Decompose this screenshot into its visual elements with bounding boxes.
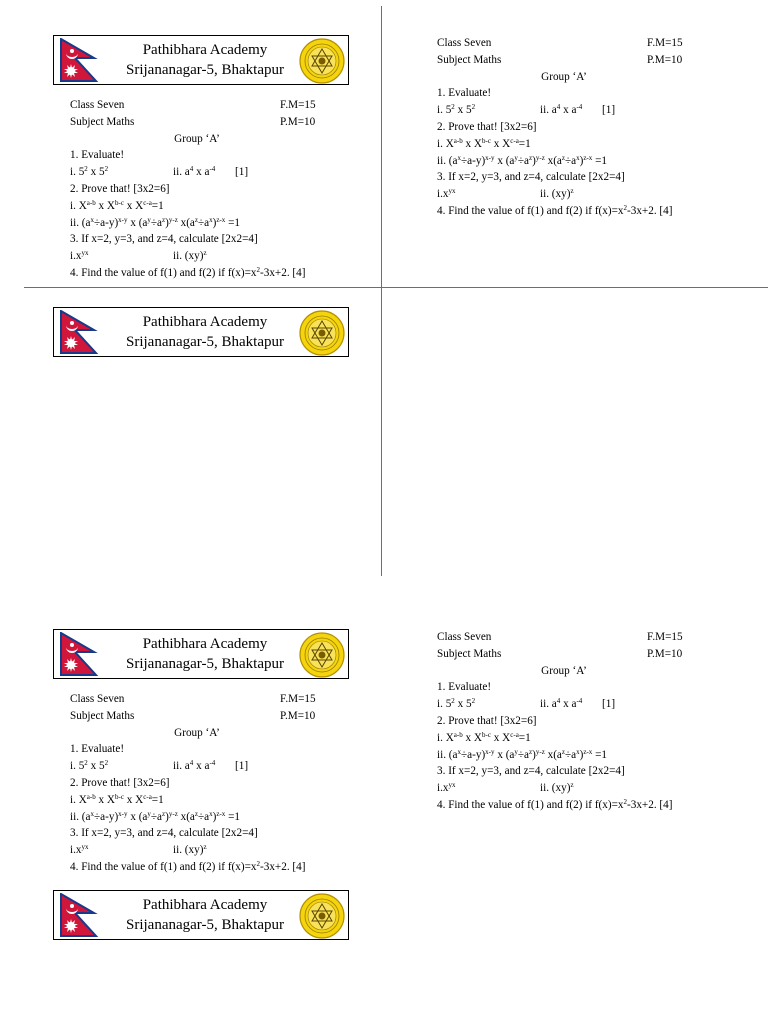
academy-seal-icon <box>299 893 345 939</box>
question-block <box>437 629 737 814</box>
academy-seal-icon <box>299 38 345 84</box>
subject-row <box>70 114 370 131</box>
class-label: Class Seven <box>437 631 492 643</box>
school-name: Pathibhara Academy <box>142 314 268 330</box>
question-4: 4. Find the value of f(1) and f(2) if $f(x)=x^2-3x+2$. [4] <box>70 265 306 279</box>
q1-part-i: i. $5^2$ x $5^2$ <box>437 103 476 117</box>
subject-label: Subject Maths <box>70 709 135 722</box>
subject-label: Subject Maths <box>437 53 502 66</box>
academy-seal-icon <box>299 632 345 678</box>
q3-part-ii: ii. (xy)$^z$ <box>540 781 574 795</box>
group-heading <box>70 725 370 742</box>
full-marks: F.M=15 <box>647 631 683 643</box>
school-address: Srijananagar-5, Bhaktapur <box>126 334 284 350</box>
question-1-parts <box>70 164 370 181</box>
class-label: Class Seven <box>437 37 492 49</box>
pass-marks: P.M=10 <box>280 709 316 722</box>
question-4: 4. Find the value of f(1) and f(2) if $f(x)=x^2-3x+2$. [4] <box>437 797 673 811</box>
group-heading <box>437 69 737 86</box>
question-2: 2. Prove that! [3x2=6] <box>70 182 170 195</box>
question-1: 1. Evaluate! <box>70 149 125 162</box>
nepal-flag-icon <box>60 38 104 82</box>
question-3: 3. If x=2, y=3, and z=4, calculate [2x2=4] <box>437 171 625 184</box>
nepal-flag-icon <box>60 310 104 354</box>
q1-marks: [1] <box>602 698 616 711</box>
q1-marks: [1] <box>235 166 249 179</box>
question-3: 3. If x=2, y=3, and z=4, calculate [2x2=4] <box>437 765 625 778</box>
question-4: 4. Find the value of f(1) and f(2) if $f(x)=x^2-3x+2$. [4] <box>70 859 306 873</box>
horizontal-divider <box>24 287 768 288</box>
vertical-divider <box>381 6 382 576</box>
full-marks: F.M=15 <box>280 693 316 705</box>
school-name: Pathibhara Academy <box>142 636 268 652</box>
q3-part-i: $i.x^{yx}$ <box>70 843 89 857</box>
q1-part-ii: ii. $a^4$ x $a^{-4}$ <box>540 103 583 117</box>
question-2-part-i: i. $X^{a-b}$ x $X^{b-c}$ x $X^{c-a}=1$ <box>437 730 531 744</box>
school-name: Pathibhara Academy <box>142 42 268 58</box>
class-row <box>437 629 737 646</box>
academy-seal-icon <box>299 310 345 356</box>
question-3-parts <box>437 186 737 203</box>
q3-part-ii: ii. (xy)$^z$ <box>540 187 574 201</box>
question-2-part-i: i. $X^{a-b}$ x $X^{b-c}$ x $X^{c-a}=1$ <box>437 136 531 150</box>
q3-part-i: $i.x^{yx}$ <box>70 249 89 263</box>
q3-part-ii: ii. (xy)$^z$ <box>173 249 207 263</box>
q1-marks: [1] <box>235 760 249 773</box>
question-3-parts <box>70 842 370 859</box>
school-header <box>53 307 349 357</box>
question-1: 1. Evaluate! <box>437 681 492 694</box>
school-header <box>53 35 349 85</box>
q1-part-i: i. $5^2$ x $5^2$ <box>70 165 109 179</box>
q3-part-i: $i.x^{yx}$ <box>437 781 456 795</box>
pass-marks: P.M=10 <box>647 647 683 660</box>
question-3-parts <box>70 248 370 265</box>
question-2-part-ii: ii. $(a^x\div a-y)^{x-y}$ x $(a^y\div a^z)^{y-z}$ $x(a^z\div a^x)^{z-x} =1$ <box>70 215 241 229</box>
question-1-parts <box>70 758 370 775</box>
question-3: 3. If x=2, y=3, and z=4, calculate [2x2=4] <box>70 827 258 840</box>
question-2-part-i: i. $X^{a-b}$ x $X^{b-c}$ x $X^{c-a}=1$ <box>70 198 164 212</box>
group-heading <box>437 663 737 680</box>
question-1-parts <box>437 696 737 713</box>
question-2-part-ii: ii. $(a^x\div a-y)^{x-y}$ x $(a^y\div a^z)^{y-z}$ $x(a^z\div a^x)^{z-x} =1$ <box>70 809 241 823</box>
group-title: Group ‘A’ <box>541 664 587 677</box>
school-address: Srijananagar-5, Bhaktapur <box>126 656 284 672</box>
question-2-part-ii: ii. $(a^x\div a-y)^{x-y}$ x $(a^y\div a^z)^{y-z}$ $x(a^z\div a^x)^{z-x} =1$ <box>437 153 608 167</box>
question-2: 2. Prove that! [3x2=6] <box>70 776 170 789</box>
question-1: 1. Evaluate! <box>70 743 125 756</box>
nepal-flag-icon <box>60 632 104 676</box>
group-title: Group ‘A’ <box>174 132 220 145</box>
question-3: 3. If x=2, y=3, and z=4, calculate [2x2=4] <box>70 233 258 246</box>
pass-marks: P.M=10 <box>647 53 683 66</box>
nepal-flag-icon <box>60 893 104 937</box>
question-1-parts <box>437 102 737 119</box>
question-3-parts <box>437 780 737 797</box>
q1-part-i: i. $5^2$ x $5^2$ <box>437 697 476 711</box>
question-block <box>70 97 370 282</box>
class-label: Class Seven <box>70 99 125 111</box>
question-2-part-ii: ii. $(a^x\div a-y)^{x-y}$ x $(a^y\div a^z)^{y-z}$ $x(a^z\div a^x)^{z-x} =1$ <box>437 747 608 761</box>
class-row <box>70 97 370 114</box>
question-4: 4. Find the value of f(1) and f(2) if $f(x)=x^2-3x+2$. [4] <box>437 203 673 217</box>
subject-row <box>437 52 737 69</box>
q1-part-i: i. $5^2$ x $5^2$ <box>70 759 109 773</box>
school-header <box>53 629 349 679</box>
group-title: Group ‘A’ <box>174 726 220 739</box>
full-marks: F.M=15 <box>647 37 683 49</box>
question-block <box>70 691 370 876</box>
class-row <box>437 35 737 52</box>
question-1: 1. Evaluate! <box>437 87 492 100</box>
group-title: Group ‘A’ <box>541 70 587 83</box>
q3-part-ii: ii. (xy)$^z$ <box>173 843 207 857</box>
q3-part-i: $i.x^{yx}$ <box>437 187 456 201</box>
class-label: Class Seven <box>70 693 125 705</box>
full-marks: F.M=15 <box>280 99 316 111</box>
subject-row <box>437 646 737 663</box>
school-address: Srijananagar-5, Bhaktapur <box>126 917 284 933</box>
q1-part-ii: ii. $a^4$ x $a^{-4}$ <box>173 165 216 179</box>
q1-part-ii: ii. $a^4$ x $a^{-4}$ <box>540 697 583 711</box>
school-address: Srijananagar-5, Bhaktapur <box>126 62 284 78</box>
group-heading <box>70 131 370 148</box>
q1-marks: [1] <box>602 104 616 117</box>
pass-marks: P.M=10 <box>280 115 316 128</box>
question-block <box>437 35 737 220</box>
subject-label: Subject Maths <box>70 115 135 128</box>
q1-part-ii: ii. $a^4$ x $a^{-4}$ <box>173 759 216 773</box>
subject-label: Subject Maths <box>437 647 502 660</box>
question-2: 2. Prove that! [3x2=6] <box>437 120 537 133</box>
subject-row <box>70 708 370 725</box>
question-2-part-i: i. $X^{a-b}$ x $X^{b-c}$ x $X^{c-a}=1$ <box>70 792 164 806</box>
school-header <box>53 890 349 940</box>
class-row <box>70 691 370 708</box>
school-name: Pathibhara Academy <box>142 897 268 913</box>
question-2: 2. Prove that! [3x2=6] <box>437 714 537 727</box>
